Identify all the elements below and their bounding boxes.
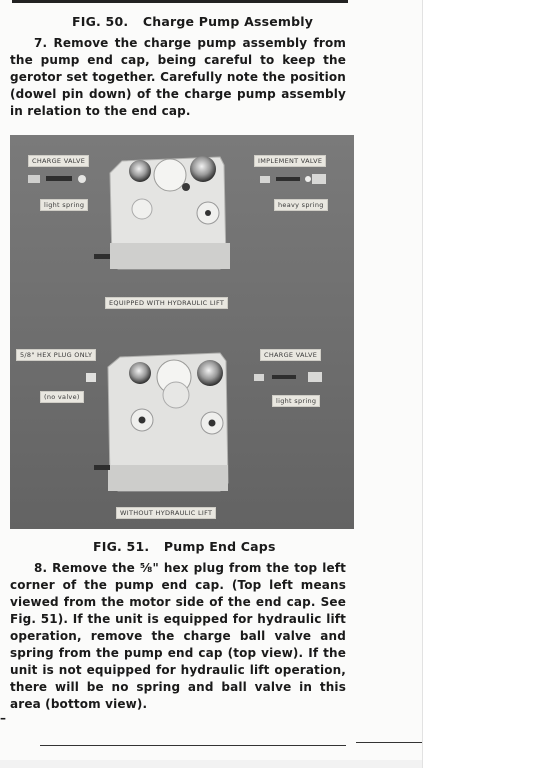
light-spring-label-top: light spring	[40, 199, 88, 211]
equipped-hydraulic-lift-caption: EQUIPPED WITH HYDRAULIC LIFT	[105, 297, 228, 309]
hex-plug-only-label: 5/8" HEX PLUG ONLY	[16, 349, 96, 361]
viewer-right-margin	[422, 0, 547, 768]
step-8-text-b: equipped for hydraulic lift operation, there will be no spring and ball valve in this area (bottom view).	[10, 663, 347, 711]
step-7-text: Remove the charge pump assembly from the pump end cap, being careful to keep the gerotor set together. Carefully note the position (dowel pin down) of the charge pump assembly in relation to the end cap.	[10, 36, 347, 118]
step-8-paragraph	[10, 560, 346, 713]
page-bottom-bar	[0, 760, 422, 768]
charge-valve-label-bottom: CHARGE VALVE	[260, 349, 321, 361]
fig50-title: Charge Pump Assembly	[142, 14, 314, 29]
fig50-caption	[72, 14, 313, 29]
light-spring-label-bottom: light spring	[272, 395, 320, 407]
without-hydraulic-lift-caption: WITHOUT HYDRAULIC LIFT	[116, 507, 216, 519]
step-8-number: 8.	[34, 561, 48, 575]
heavy-spring-label: heavy spring	[274, 199, 328, 211]
page-marker: –	[0, 711, 6, 725]
top-rule	[12, 0, 348, 3]
step-7-paragraph	[10, 35, 346, 120]
footer-rule	[40, 745, 346, 746]
charge-valve-label-top: CHARGE VALVE	[28, 155, 89, 167]
step-8-text-bold: not	[58, 663, 82, 677]
fig50-number: FIG. 50.	[72, 14, 129, 29]
pump-end-caps-photo-art	[10, 135, 354, 529]
no-valve-label: (no valve)	[40, 391, 84, 403]
step-7-number: 7.	[34, 36, 48, 50]
pump-end-caps-photo	[10, 135, 354, 529]
step-8-text-a: Remove the ⅝" hex plug from the top left corner of the pump end cap. (Top left means viewed from the motor side of the end cap. See Fig. 51). If the unit is equipped for hydraulic lift operation, remove the charge ball valve and spring from the pump end cap (top view). If the unit is	[10, 561, 347, 677]
fig51-caption	[93, 539, 276, 554]
fig51-title: Pump End Caps	[163, 539, 276, 554]
implement-valve-label: IMPLEMENT VALVE	[254, 155, 326, 167]
footer-rule-right	[356, 742, 422, 743]
fig51-number: FIG. 51.	[93, 539, 150, 554]
